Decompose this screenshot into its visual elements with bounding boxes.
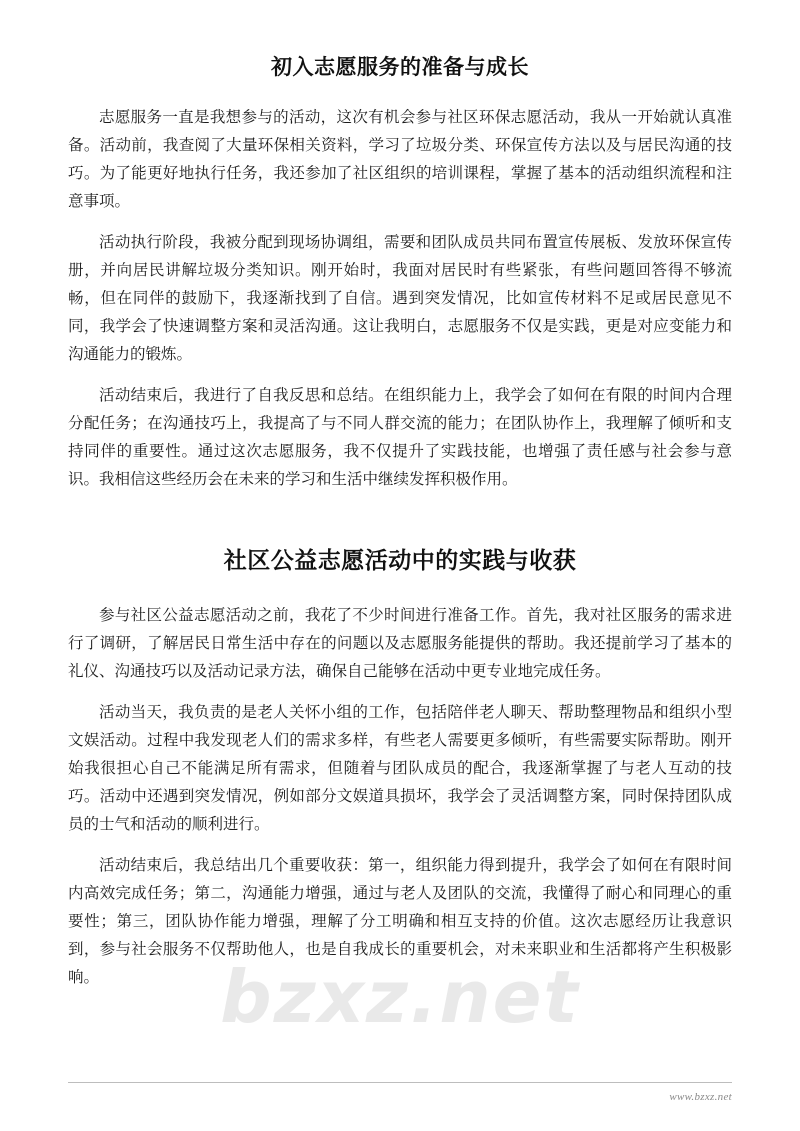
article-1-paragraph-3: 活动结束后，我进行了自我反思和总结。在组织能力上，我学会了如何在有限的时间内合理分配任务；在沟通技巧上，我提高了与不同人群交流的能力；在团队协作上，我理解了倾听和支持同伴的重要性。通过这次志愿服务，我不仅提升了实践技能，也增强了责任感与社会参与意识。我相信这些经历会在未来的学习和生活中继续发挥积极作用。 [68, 387, 732, 488]
article-1-paragraph-2: 活动执行阶段，我被分配到现场协调组，需要和团队成员共同布置宣传展板、发放环保宣传册，并向居民讲解垃圾分类知识。刚开始时，我面对居民时有些紧张，有些问题回答得不够流畅，但在同伴的鼓励下，我逐渐找到了自信。遇到突发情况，比如宣传材料不足或居民意见不同，我学会了快速调整方案和灵活沟通。这让我明白，志愿服务不仅是实践，更是对应变能力和沟通能力的锻炼。 [68, 234, 732, 363]
article-1 [68, 52, 732, 494]
watermark-text: bzxz.net [220, 955, 580, 1039]
page-footer [68, 1082, 732, 1103]
article-2-title: 社区公益志愿活动中的实践与收获 [223, 547, 577, 574]
article-1-paragraph-1: 志愿服务一直是我想参与的活动，这次有机会参与社区环保志愿活动，我从一开始就认真准备。活动前，我查阅了大量环保相关资料，学习了垃圾分类、环保宣传方法以及与居民沟通的技巧。为了能更好地执行任务，我还参加了社区组织的培训课程，掌握了基本的活动组织流程和注意事项。 [68, 109, 732, 210]
article-1-title: 初入志愿服务的准备与成长 [271, 54, 529, 79]
article-2-paragraph-1: 参与社区公益志愿活动之前，我花了不少时间进行准备工作。首先，我对社区服务的需求进行了调研，了解居民日常生活中存在的问题以及志愿服务能提供的帮助。我还提前学习了基本的礼仪、沟通技巧以及活动记录方法，确保自己能够在活动中更专业地完成任务。 [68, 607, 732, 680]
document-body [68, 0, 732, 992]
article-2-paragraph-2: 活动当天，我负责的是老人关怀小组的工作，包括陪伴老人聊天、帮助整理物品和组织小型文娱活动。过程中我发现老人们的需求多样，有些老人需要更多倾听，有些需要实际帮助。刚开始我很担心自己不能满足所有需求，但随着与团队成员的配合，我逐渐掌握了与老人互动的技巧。活动中还遇到突发情况，例如部分文娱道具损坏，我学会了灵活调整方案，同时保持团队成员的士气和活动的顺利进行。 [68, 704, 732, 833]
article-2 [68, 546, 732, 992]
footer-divider [68, 1082, 732, 1083]
article-2-paragraph-3: 活动结束后，我总结出几个重要收获：第一，组织能力得到提升，我学会了如何在有限时间内高效完成任务；第二，沟通能力增强，通过与老人及团队的交流，我懂得了耐心和同理心的重要性；第三，团队协作能力增强，理解了分工明确和相互支持的价值。这次志愿经历让我意识到，参与社会服务不仅帮助他人，也是自我成长的重要机会，对未来职业和生活都将产生积极影响。 [68, 857, 732, 986]
footer-url: www.bzxz.net [669, 1091, 732, 1103]
